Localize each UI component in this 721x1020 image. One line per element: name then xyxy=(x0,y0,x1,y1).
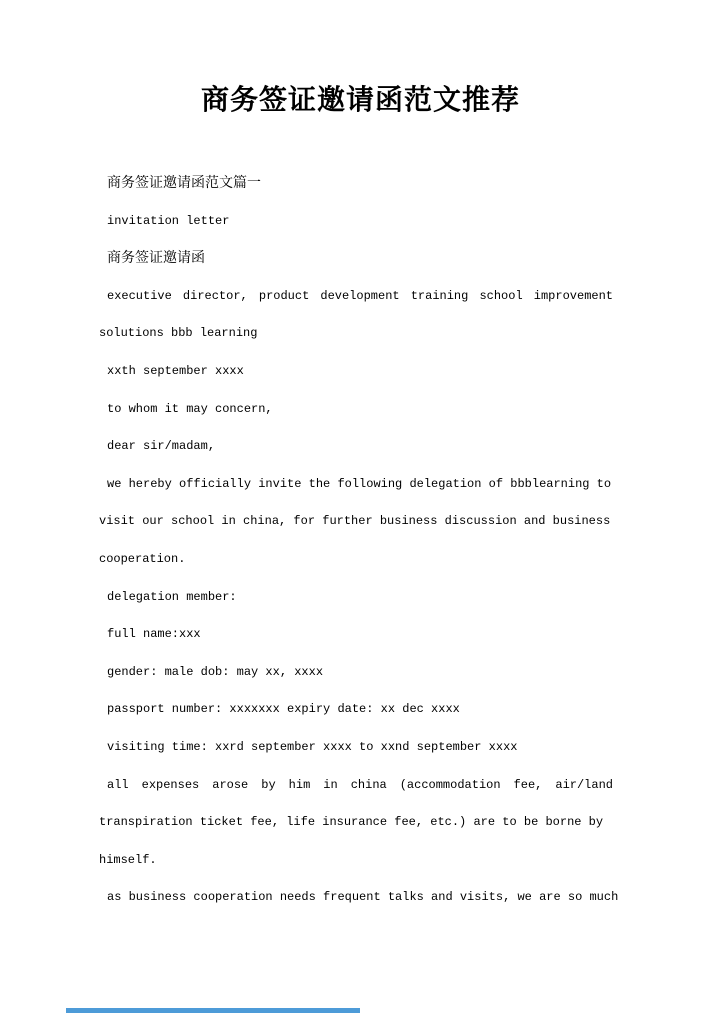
text-line: visit our school in china, for further business discussion and business xyxy=(99,514,611,529)
text-line: we hereby officially invite the following delegation of bbblearning to xyxy=(107,476,612,491)
text-line: executive director, product development training school improvement xyxy=(107,288,613,303)
text-line: gender: male dob: may xx, xxxx xyxy=(107,664,324,679)
text-line: full name:xxx xyxy=(107,627,201,642)
text-line: delegation member: xyxy=(107,589,237,604)
text-line: visiting time: xxrd september xxxx to xxnd september xxxx xyxy=(107,739,518,754)
text-line: all expenses arose by him in china (accommodation fee, air/land xyxy=(107,777,613,792)
text-line: dear sir/madam, xyxy=(107,439,216,454)
text-line: himself. xyxy=(99,852,157,867)
text-line: to whom it may concern, xyxy=(107,401,273,416)
text-line: 商务签证邀请函 xyxy=(107,251,205,267)
text-line: passport number: xxxxxxx expiry date: xx dec xxxx xyxy=(107,702,460,717)
text-line: as business cooperation needs frequent talks and visits, we are so much xyxy=(107,890,619,905)
text-line: 商务签证邀请函范文篇一 xyxy=(107,176,261,191)
text-line: xxth september xxxx xyxy=(107,363,244,378)
cutoff-hyperlink-line xyxy=(66,1008,360,1013)
text-line: transpiration ticket fee, life insurance fee, etc.) are to be borne by xyxy=(99,815,604,830)
page-title: 商务签证邀请函范文推荐 xyxy=(200,85,520,116)
text-line: cooperation. xyxy=(99,551,186,566)
text-line: solutions bbb learning xyxy=(99,326,258,341)
text-line: invitation letter xyxy=(107,213,230,228)
document-body xyxy=(99,165,619,917)
